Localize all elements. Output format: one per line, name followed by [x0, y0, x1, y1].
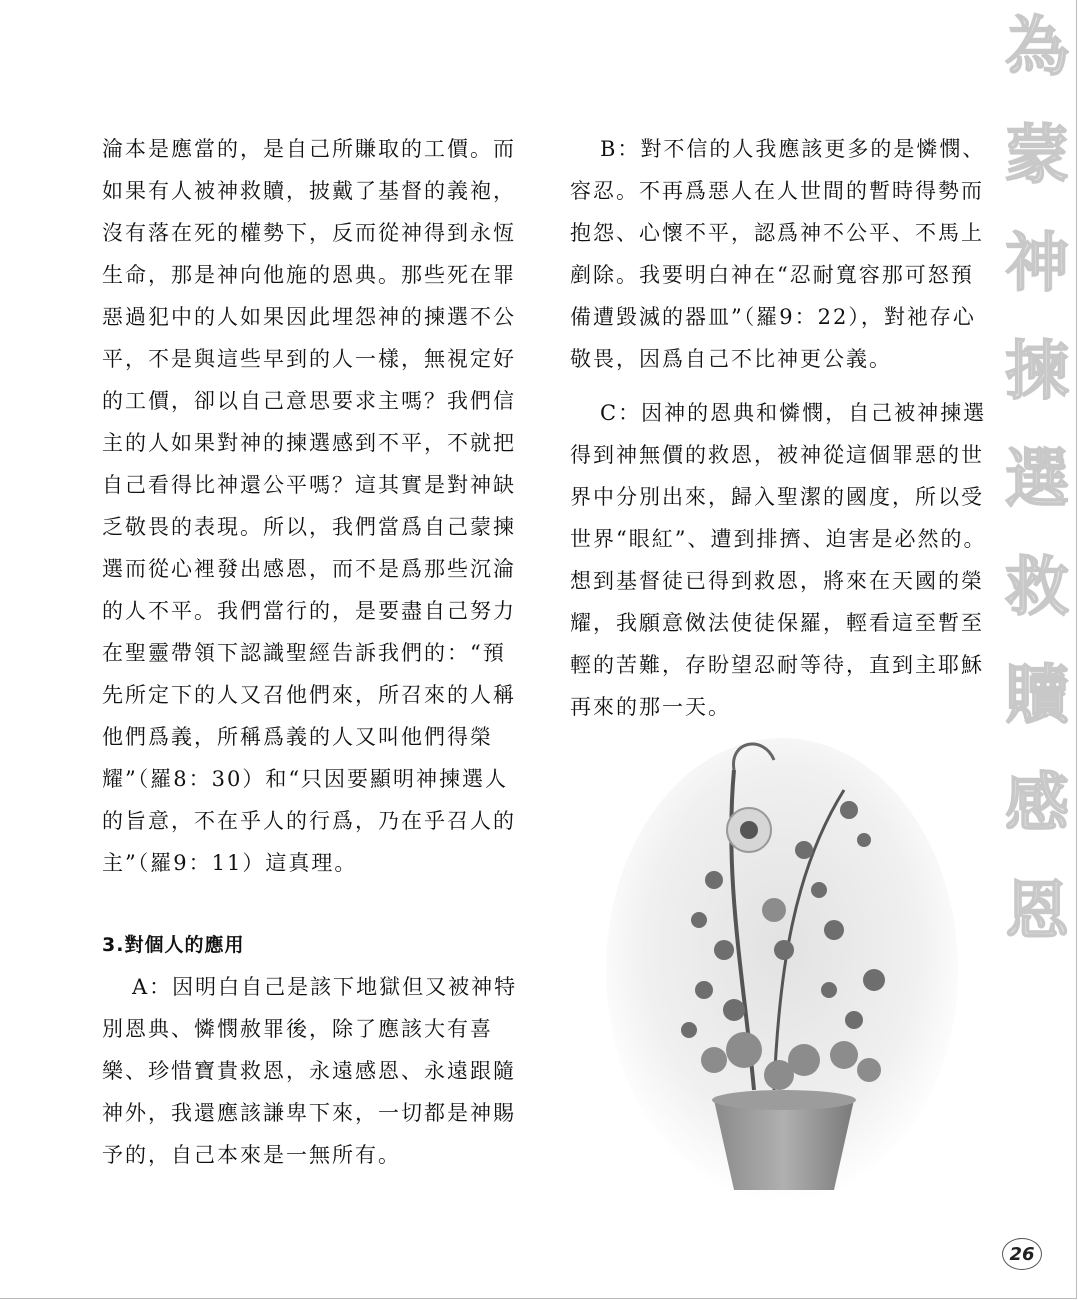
point-b-paragraph: B：對不信的人我應該更多的是憐憫、容忍。不再爲惡人在人世間的暫時得勢而抱怨、心懷不平，認爲神不公平、不馬上剷除。我要明白神在“忍耐寬容那可怒預備遭毀滅的器皿”（羅9：22），對祂存心敬畏，因爲自己不比神更公義。: [570, 137, 986, 371]
body-paragraph: 淪本是應當的，是自己所賺取的工價。而如果有人被神救贖，披戴了基督的義袍，沒有落在死的權勢下，反而從神得到永恆生命，那是神向他施的恩典。那些死在罪惡過犯中的人如果因此埋怨神的揀選不公平，不是與這些早到的人一樣，無視定好的工價，卻以自己意思要求主嗎？我們信主的人如果對神的揀選感到不平，不就把自己看得比神還公平嗎？這其實是對神缺乏敬畏的表現。所以，我們當爲自己蒙揀選而從心裡發出感恩，而不是爲那些沉淪的人不平。我們當行的，是要盡自己努力在聖靈帶領下認識聖經告訴我們的：“預先所定下的人又召他們來，所召來的人稱他們爲義，所稱爲義的人又叫他們得榮耀”（羅8：30）和“只因要顯明神揀選人的旨意，不在乎人的行爲，乃在乎召人的主”（羅9：11）這真理。: [102, 137, 516, 875]
side-title-char: 贖: [1005, 659, 1069, 733]
point-a-paragraph: A：因明白自己是該下地獄但又被神特別恩典、憐憫赦罪後，除了應該大有喜樂、珍惜寶貴救恩，永遠感恩、永遠跟隨神外，我還應該謙卑下來，一切都是神賜予的，自己本來是一無所有。: [102, 975, 518, 1167]
vertical-side-title: [1004, 0, 1070, 966]
side-title-char: 恩: [1005, 875, 1069, 949]
point-c-paragraph: C：因神的恩典和憐憫，自己被神揀選得到神無價的救恩，被神從這個罪惡的世界中分別出來，歸入聖潔的國度，所以受世界“眼紅”、遭到排擠、迫害是必然的。想到基督徒已得到救恩，將來在天國的榮耀，我願意傚法使徒保羅，輕看這至暫至輕的苦難，存盼望忍耐等待，直到主耶穌再來的那一天。: [570, 401, 987, 719]
side-title-char: 揀: [1005, 335, 1069, 409]
right-column: [570, 128, 994, 728]
side-title-char: 救: [1005, 551, 1069, 625]
left-column: [102, 128, 526, 1176]
page-number-badge: [1002, 1238, 1042, 1270]
side-title-char: 蒙: [1005, 119, 1069, 193]
page-number: 26: [1009, 1243, 1035, 1265]
flower-arrangement-image: [604, 730, 960, 1200]
side-title-char: 為: [1005, 11, 1069, 85]
flower-pot-illustration: [604, 730, 960, 1200]
side-title-char: 感: [1005, 767, 1069, 841]
section-heading: 3.對個人的應用: [102, 934, 245, 956]
side-title-char: 選: [1005, 443, 1069, 517]
side-title-char: 神: [1005, 227, 1069, 301]
